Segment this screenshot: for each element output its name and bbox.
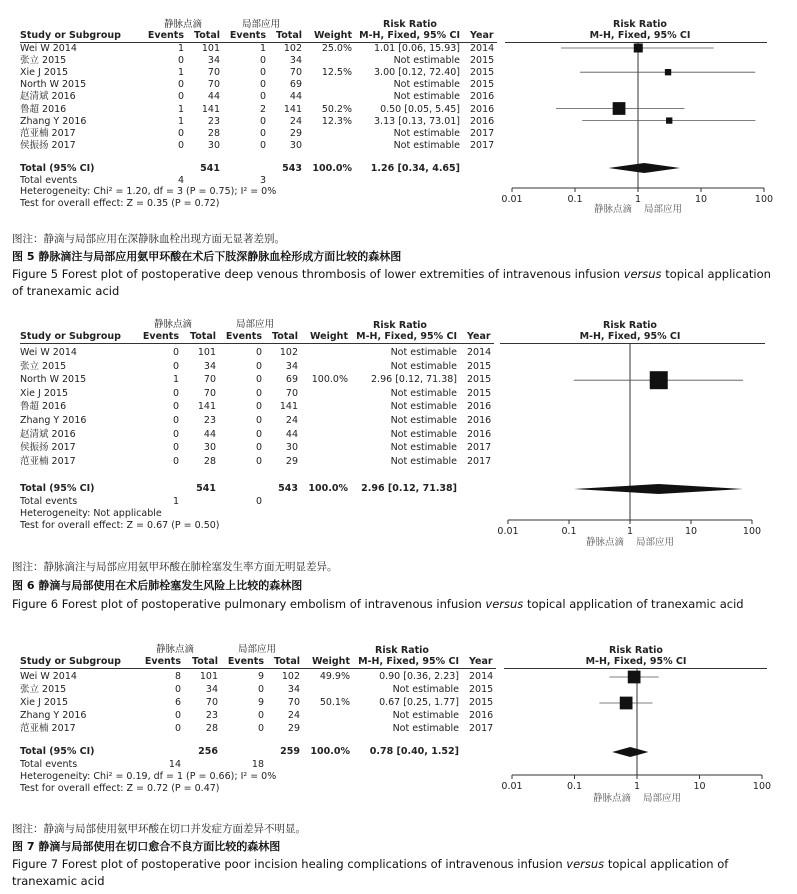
total-group2: 102 (283, 43, 302, 54)
events-group1: 0 (172, 442, 179, 454)
figure-note: 图注：静滴与局部使用氨甲环酸在切口并发症方面差异不明显。 (12, 823, 306, 835)
group1-label: 静脉点滴 (163, 19, 202, 30)
events-group1: 0 (174, 723, 181, 734)
overall-effect-text: Test for overall effect: Z = 0.72 (P = 0.47) (20, 783, 220, 794)
rr-title: Risk Ratio (383, 19, 437, 30)
total-group1: 23 (205, 710, 218, 721)
group2-label: 局部应用 (235, 319, 274, 330)
figure-note: 图注：静脉滴注与局部应用氨甲环酸在肺栓塞发生率方面无明显差异。 (12, 561, 338, 573)
risk-ratio-ci: Not estimable (393, 139, 460, 151)
total-events-2: 18 (251, 759, 264, 770)
plot-title: Risk Ratio (603, 320, 657, 331)
total-group1: 23 (203, 415, 216, 426)
events-group2: 0 (255, 374, 262, 386)
risk-ratio-ci: Not estimable (393, 127, 460, 139)
risk-ratio-ci: Not estimable (390, 347, 457, 358)
total-group2: 30 (289, 139, 302, 151)
heterogeneity-text: Heterogeneity: Not applicable (20, 508, 162, 519)
x-tick-label: 0.1 (567, 194, 583, 205)
rr-method-header: M-H, Fixed, 95% CI (356, 331, 457, 342)
study-year: 2016 (467, 401, 492, 413)
total-group1: 141 (201, 103, 220, 115)
study-year: 2014 (467, 347, 492, 358)
total-group2: 34 (287, 684, 300, 695)
year-header: Year (467, 331, 491, 342)
study-year: 2015 (470, 55, 495, 67)
events-group1: 0 (177, 127, 184, 139)
total-group2: 102 (281, 671, 300, 682)
study-name: 范亚楠 2017 (20, 455, 76, 467)
study-weight: 50.2% (321, 103, 352, 115)
total-group2: 29 (287, 723, 300, 734)
x-tick-label: 0.01 (501, 781, 523, 792)
total-group2: 44 (285, 428, 298, 440)
study-year: 2017 (467, 442, 492, 454)
study-year: 2015 (467, 360, 492, 372)
study-name: 鲁超 2016 (20, 103, 67, 115)
group2-label: 局部应用 (241, 19, 280, 30)
total1-value: 541 (196, 483, 216, 494)
header-rule (20, 668, 496, 669)
risk-ratio-ci: Not estimable (390, 415, 457, 426)
study-weight: 25.0% (321, 43, 352, 54)
risk-ratio-ci: Not estimable (390, 428, 457, 440)
study-year: 2016 (467, 415, 492, 426)
total-group2: 70 (287, 697, 300, 708)
caption-zh: 图 7 静滴与局部使用在切口愈合不良方面比较的森林图 (12, 840, 281, 853)
total-rr: 2.96 [0.12, 71.38] (361, 483, 457, 494)
events-group1: 1 (172, 374, 179, 386)
total1-header: Total (194, 30, 220, 41)
rr-method-header: M-H, Fixed, 95% CI (358, 656, 459, 667)
events-group2: 0 (259, 115, 266, 127)
total-group1: 30 (207, 139, 220, 151)
total-group2: 44 (289, 91, 302, 103)
plot-method-header: M-H, Fixed, 95% CI (589, 30, 691, 41)
study-year: 2015 (470, 79, 495, 91)
overall-effect-text: Test for overall effect: Z = 0.67 (P = 0.50) (20, 520, 220, 531)
events-group1: 0 (174, 684, 181, 695)
total-events-label: Total events (20, 759, 78, 770)
total-group1: 70 (203, 374, 216, 386)
study-name: 赵清斌 2016 (20, 428, 76, 440)
forest-plot (496, 341, 786, 546)
risk-ratio-ci: 1.01 [0.06, 15.93] (374, 43, 460, 54)
study-weight: 50.1% (319, 697, 350, 708)
study-year: 2016 (467, 428, 492, 440)
total-label: Total (95% CI) (20, 483, 95, 494)
study-name: North W 2015 (20, 374, 87, 386)
plot-title: Risk Ratio (609, 645, 663, 656)
group1-label: 静脉点滴 (153, 319, 192, 330)
heterogeneity-text: Heterogeneity: Chi² = 0.19, df = 1 (P = 0.66); I² = 0% (20, 771, 277, 782)
risk-ratio-ci: Not estimable (392, 710, 459, 721)
plot-method-header: M-H, Fixed, 95% CI (585, 656, 687, 667)
study-name: Xie J 2015 (20, 697, 69, 708)
total1-header: Total (190, 331, 216, 342)
study-year: 2015 (469, 697, 494, 708)
events-group2: 0 (255, 455, 262, 467)
events-group1: 1 (177, 43, 184, 54)
events-group2: 1 (259, 43, 266, 54)
total1-value: 256 (198, 746, 218, 757)
figure-5-panel (0, 0, 797, 300)
study-name: 范亚楠 2017 (20, 723, 76, 734)
study-year: 2017 (470, 139, 495, 151)
study-year: 2015 (467, 387, 492, 399)
rr-title: Risk Ratio (373, 320, 427, 331)
events-group1: 1 (177, 115, 184, 127)
total-events-1: 14 (168, 759, 181, 770)
total-group2: 141 (279, 401, 298, 413)
total-group2: 102 (279, 347, 298, 358)
total-weight: 100.0% (312, 163, 352, 174)
pooled-diamond (608, 163, 680, 173)
events2-header: Events (229, 30, 266, 41)
events-group2: 0 (259, 67, 266, 79)
risk-ratio-ci: Not estimable (393, 91, 460, 103)
total2-header: Total (274, 656, 300, 667)
study-weight: 100.0% (311, 374, 348, 386)
x-tick-label: 0.01 (497, 526, 519, 537)
events-group1: 1 (177, 67, 184, 79)
events-group1: 1 (177, 103, 184, 115)
study-name: 侯振扬 2017 (20, 442, 76, 454)
caption-en: Figure 6 Forest plot of postoperative pulmonary embolism of intravenous infusion versus topical application of tranexamic acid (12, 597, 744, 611)
x-tick-label: 10 (693, 781, 706, 792)
study-point (650, 371, 668, 389)
x-tick-label: 0.1 (561, 526, 577, 537)
events-group2: 0 (259, 79, 266, 91)
study-point (620, 697, 633, 710)
total-weight: 100.0% (308, 483, 348, 494)
study-name: 张立 2015 (20, 55, 67, 67)
events-group2: 0 (259, 91, 266, 103)
caption-zh: 图 6 静滴与局部使用在术后肺栓塞发生风险上比较的森林图 (12, 579, 303, 592)
x-tick-label: 1 (633, 781, 641, 792)
events-group1: 0 (177, 55, 184, 67)
total-group1: 101 (197, 347, 216, 358)
total-rr: 0.78 [0.40, 1.52] (369, 746, 459, 757)
study-point (666, 117, 672, 123)
study-name: 张立 2015 (20, 684, 67, 695)
risk-ratio-ci: 0.90 [0.36, 2.23] (379, 671, 459, 682)
total-group2: 24 (285, 415, 298, 426)
total2-value: 543 (282, 163, 302, 174)
total-group1: 34 (205, 684, 218, 695)
total-group2: 24 (289, 115, 302, 127)
study-year: 2016 (470, 103, 495, 115)
study-year: 2015 (470, 67, 495, 79)
total-group1: 70 (207, 67, 220, 79)
rr-method-header: M-H, Fixed, 95% CI (359, 30, 460, 41)
events1-header: Events (144, 656, 181, 667)
risk-ratio-ci: Not estimable (390, 442, 457, 454)
events2-header: Events (227, 656, 264, 667)
risk-ratio-ci: Not estimable (390, 387, 457, 399)
total1-header: Total (192, 656, 218, 667)
study-name: Xie J 2015 (20, 387, 69, 399)
total1-value: 541 (200, 163, 220, 174)
x-tick-label: 0.1 (566, 781, 583, 792)
total-group1: 44 (207, 91, 220, 103)
x-tick-label: 1 (634, 194, 642, 205)
events-group1: 0 (172, 347, 179, 358)
favours-left-label: 静脉点滴 (585, 537, 624, 548)
x-tick-label: 1 (626, 526, 634, 537)
study-year: 2016 (470, 115, 495, 127)
total-group2: 70 (285, 387, 298, 399)
events-group1: 0 (177, 139, 184, 151)
study-name: Wei W 2014 (20, 347, 77, 358)
favours-right-label: 局部应用 (643, 793, 682, 804)
total-group1: 28 (207, 127, 220, 139)
total-group2: 34 (285, 360, 298, 372)
total-events-2: 3 (259, 175, 266, 186)
weight-header: Weight (310, 331, 348, 342)
risk-ratio-ci: 3.13 [0.13, 73.01] (374, 115, 460, 127)
risk-ratio-ci: Not estimable (390, 455, 457, 467)
events-group1: 0 (172, 428, 179, 440)
events-group1: 0 (177, 79, 184, 91)
study-year: 2017 (467, 455, 492, 467)
total-group2: 29 (289, 127, 302, 139)
study-name: Wei W 2014 (20, 671, 77, 682)
events-group1: 0 (172, 387, 179, 399)
rr-title: Risk Ratio (375, 645, 429, 656)
total-group2: 29 (285, 455, 298, 467)
events-group2: 9 (257, 697, 264, 708)
events-group1: 0 (172, 360, 179, 372)
x-tick-label: 10 (694, 194, 708, 205)
events-group1: 0 (172, 415, 179, 426)
study-name: Zhang Y 2016 (20, 710, 87, 721)
forest-plot (500, 40, 790, 220)
events-group2: 0 (257, 710, 264, 721)
total-group2: 69 (285, 374, 298, 386)
study-weight: 12.5% (321, 67, 352, 79)
total-group1: 34 (203, 360, 216, 372)
overall-effect-text: Test for overall effect: Z = 0.35 (P = 0.72) (20, 198, 220, 209)
study-name: North W 2015 (20, 79, 87, 91)
study-name: Wei W 2014 (20, 43, 77, 54)
caption-zh: 图 5 静脉滴注与局部应用氨甲环酸在术后下肢深静脉血栓形成方面比较的森林图 (12, 250, 402, 263)
events-group2: 0 (255, 401, 262, 413)
total-group2: 69 (289, 79, 302, 91)
header-rule (20, 343, 494, 344)
events-group2: 0 (255, 428, 262, 440)
study-point (634, 44, 643, 53)
events-group2: 0 (255, 360, 262, 372)
total-group1: 70 (207, 79, 220, 91)
figure-7-panel (0, 644, 797, 894)
x-tick-label: 10 (684, 526, 698, 537)
study-name: 赵清斌 2016 (20, 91, 76, 103)
total-group2: 70 (289, 67, 302, 79)
study-year: 2014 (470, 43, 495, 54)
heterogeneity-text: Heterogeneity: Chi² = 1.20, df = 3 (P = 0.75); I² = 0% (20, 186, 277, 197)
study-weight: 12.3% (321, 115, 352, 127)
study-name: 张立 2015 (20, 360, 67, 372)
events-group1: 6 (174, 697, 181, 708)
events-group2: 9 (257, 671, 264, 682)
favours-left-label: 静脉点滴 (592, 793, 631, 804)
risk-ratio-ci: Not estimable (393, 55, 460, 67)
events-group1: 0 (172, 401, 179, 413)
total-group1: 34 (207, 55, 220, 67)
total-events-1: 1 (172, 496, 179, 507)
total-group1: 28 (203, 455, 216, 467)
pooled-diamond (612, 747, 648, 757)
study-year: 2016 (470, 91, 495, 103)
events-group1: 0 (177, 91, 184, 103)
total-rr: 1.26 [0.34, 4.65] (370, 163, 460, 174)
study-point (628, 671, 641, 684)
total-events-label: Total events (20, 175, 78, 186)
risk-ratio-ci: 2.96 [0.12, 71.38] (371, 374, 457, 386)
study-name: Zhang Y 2016 (20, 415, 87, 426)
events-group2: 2 (259, 103, 266, 115)
year-header: Year (469, 656, 493, 667)
risk-ratio-ci: Not estimable (390, 360, 457, 372)
total-weight: 100.0% (310, 746, 350, 757)
events-group1: 0 (174, 710, 181, 721)
events-group2: 0 (259, 55, 266, 67)
total2-value: 259 (280, 746, 300, 757)
total2-header: Total (272, 331, 298, 342)
total-group2: 34 (289, 55, 302, 67)
study-header: Study or Subgroup (20, 656, 121, 667)
total-group1: 23 (207, 115, 220, 127)
events-group2: 0 (257, 723, 264, 734)
study-year: 2015 (467, 374, 492, 386)
year-header: Year (470, 30, 494, 41)
group2-label: 局部应用 (237, 644, 276, 655)
events-group1: 8 (174, 671, 181, 682)
total-group1: 141 (197, 401, 216, 413)
forest-plot (500, 666, 790, 816)
risk-ratio-ci: Not estimable (392, 684, 459, 695)
total-group1: 44 (203, 428, 216, 440)
risk-ratio-ci: Not estimable (392, 723, 459, 734)
events1-header: Events (142, 331, 179, 342)
caption-en: Figure 5 Forest plot of postoperative deep venous thrombosis of lower extremities of intravenous infusion versus topical application of tranexamic acid (12, 267, 771, 298)
risk-ratio-ci: Not estimable (390, 401, 457, 413)
study-name: 范亚楠 2017 (20, 127, 76, 139)
study-name: Zhang Y 2016 (20, 115, 87, 127)
group1-label: 静脉点滴 (155, 644, 194, 655)
x-tick-label: 100 (752, 781, 772, 792)
risk-ratio-ci: 0.50 [0.05, 5.45] (380, 103, 460, 115)
total-group1: 101 (199, 671, 218, 682)
total-group2: 141 (283, 103, 302, 115)
total-group1: 70 (203, 387, 216, 399)
total-events-1: 4 (177, 175, 184, 186)
plot-method-header: M-H, Fixed, 95% CI (579, 331, 681, 342)
pooled-diamond (574, 484, 743, 494)
caption-en: Figure 7 Forest plot of postoperative poor incision healing complications of intravenous infusion versus topical application of tranexamic acid (12, 857, 729, 888)
total-group2: 30 (285, 442, 298, 454)
figure-note: 图注：静滴与局部应用在深静脉血栓出现方面无显著差别。 (12, 233, 285, 245)
risk-ratio-ci: 0.67 [0.25, 1.77] (379, 697, 459, 708)
events-group2: 0 (259, 139, 266, 151)
study-year: 2014 (469, 671, 494, 682)
weight-header: Weight (314, 30, 352, 41)
study-name: 侯振扬 2017 (20, 139, 76, 151)
study-point (613, 102, 626, 115)
study-year: 2017 (470, 127, 495, 139)
study-weight: 49.9% (319, 671, 350, 682)
x-tick-label: 100 (754, 194, 774, 205)
total-label: Total (95% CI) (20, 746, 95, 757)
study-point (665, 69, 671, 75)
risk-ratio-ci: Not estimable (393, 79, 460, 91)
events2-header: Events (225, 331, 262, 342)
events-group2: 0 (255, 415, 262, 426)
study-header: Study or Subgroup (20, 30, 121, 41)
events-group2: 0 (255, 387, 262, 399)
study-header: Study or Subgroup (20, 331, 121, 342)
events-group2: 0 (255, 442, 262, 454)
events1-header: Events (147, 30, 184, 41)
events-group2: 0 (257, 684, 264, 695)
events-group1: 0 (172, 455, 179, 467)
total-group2: 24 (287, 710, 300, 721)
risk-ratio-ci: 3.00 [0.12, 72.40] (374, 67, 460, 79)
total-group1: 30 (203, 442, 216, 454)
total2-value: 543 (278, 483, 298, 494)
events-group2: 0 (255, 347, 262, 358)
study-year: 2016 (469, 710, 494, 721)
weight-header: Weight (312, 656, 350, 667)
study-year: 2017 (469, 723, 494, 734)
total-group1: 28 (205, 723, 218, 734)
plot-title: Risk Ratio (613, 19, 667, 30)
x-tick-label: 0.01 (501, 194, 523, 205)
x-tick-label: 100 (742, 526, 762, 537)
study-name: Xie J 2015 (20, 67, 69, 79)
figure-6-panel (0, 319, 797, 614)
total2-header: Total (276, 30, 302, 41)
favours-left-label: 静脉点滴 (593, 204, 632, 215)
total-label: Total (95% CI) (20, 163, 95, 174)
total-group1: 101 (201, 43, 220, 54)
study-name: 鲁超 2016 (20, 401, 67, 413)
total-events-2: 0 (255, 496, 262, 507)
total-events-label: Total events (20, 496, 78, 507)
events-group2: 0 (259, 127, 266, 139)
study-year: 2015 (469, 684, 494, 695)
favours-right-label: 局部应用 (636, 537, 675, 548)
favours-right-label: 局部应用 (644, 204, 683, 215)
total-group1: 70 (205, 697, 218, 708)
